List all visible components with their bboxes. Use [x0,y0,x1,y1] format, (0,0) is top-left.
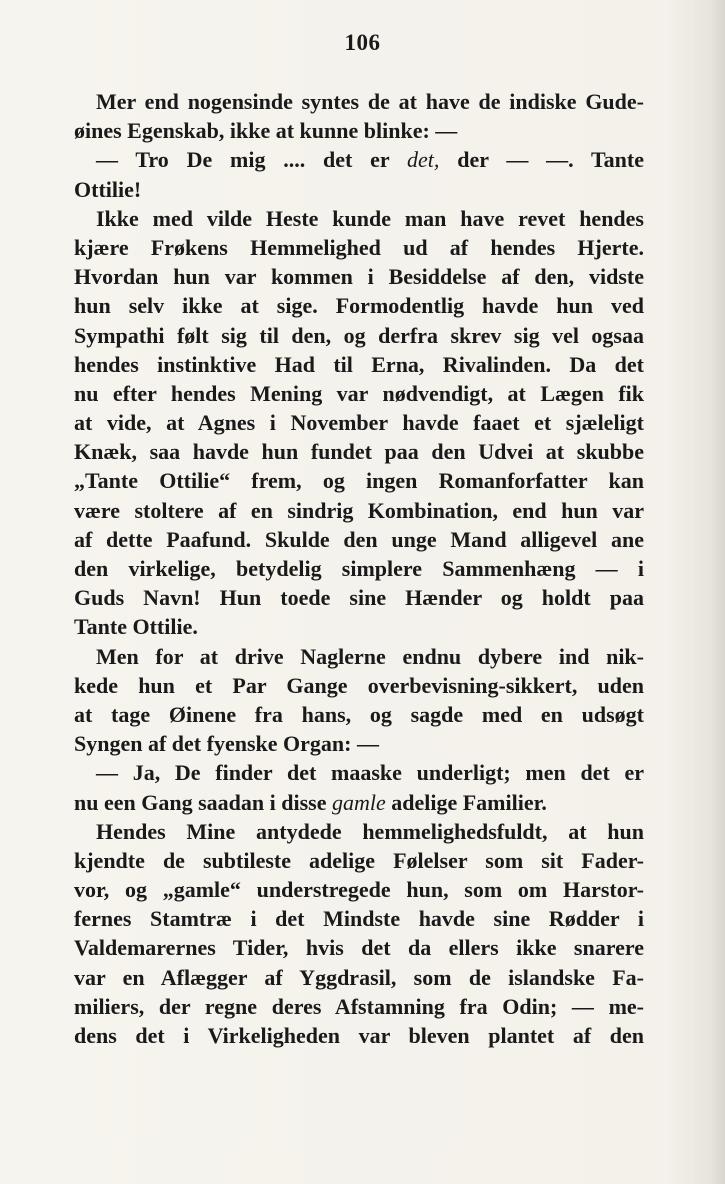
text-segment: adelige Familier. [385,789,547,815]
text-line: kjære Frøkens Hemmelighed ud af hendes Hjerte. [74,234,644,260]
text-line: af dette Paafund. Skulde den unge Mand alligevel ane [74,526,644,552]
text-line: Ikke med vilde Heste kunde man have revet hendes [96,205,644,231]
text-line: være stoltere af en sindrig Kombination, end hun var [74,497,644,523]
emphasized-word: gamle [331,789,386,815]
text-segment: nu een Gang saadan i disse [74,789,332,815]
text-line: hun selv ikke at sige. Formodentlig havde hun ved [74,293,644,319]
text-line: kjendte de subtileste adelige Følelser som sit Fader- [74,847,644,873]
text-line: vor, og „gamle“ understregede hun, som om Harstor- [74,877,644,903]
text-line: dens det i Virkeligheden var bleven plantet af den [74,1023,644,1048]
text-line: den virkelige, betydelig simplere Sammenhæng — i [74,556,644,581]
text-line: fernes Stamtræ i det Mindste havde sine Rødder i [74,906,644,932]
emphasized-word: det, [407,147,440,173]
body-text [74,87,644,1050]
text-line: hendes instinktive Had til Erna, Rivalinden. Da det [74,351,644,377]
text-line: at vide, at Agnes i November havde faaet et sjæleligt [74,410,644,436]
text-line: — Ja, De finder det maaske underligt; men det er [96,760,644,786]
text-line: at tage Øinene fra hans, og sagde med en udsøgt [74,701,644,727]
text-line: Hvordan hun var kommen i Besiddelse af den, vidste [74,264,644,290]
text-line: Sympathi følt sig til den, og derfra skrev sig vel ogsaa [74,322,644,348]
text-line: „Tante Ottilie“ frem, og ingen Romanforfatter kan [74,468,644,494]
text-line: var en Aflægger af Yggdrasil, som de islandske Fa- [74,964,644,990]
text-line: Guds Navn! Hun toede sine Hænder og holdt paa [74,585,644,611]
page-number: 106 [344,30,381,55]
text-segment: — Tro De mig .... det er [96,147,408,173]
text-line: øines Egenskab, ikke at kunne blinke: — [74,118,458,144]
text-line: Knæk, saa havde hun fundet paa den Udvei at skubbe [74,439,644,465]
text-line: Mer end nogensinde syntes de at have de indiske Gude- [96,89,644,114]
text-line: Ottilie! [74,176,142,202]
text-segment: der — —. Tante [439,147,644,173]
text-line: miliers, der regne deres Afstamning fra Odin; — me- [74,993,644,1019]
text-line [74,145,644,174]
text-line: Syngen af det fyenske Organ: — [74,731,379,757]
text-line: Valdemarernes Tider, hvis det da ellers ikke snarere [74,935,644,961]
text-line: Hendes Mine antydede hemmelighedsfuldt, at hun [96,818,644,844]
text-line: kede hun et Par Gange overbevisning-sikkert, uden [74,672,644,698]
text-line [74,788,644,817]
text-line: Tante Ottilie. [74,614,198,640]
text-line: Men for at drive Naglerne endnu dybere ind nik- [96,643,644,669]
text-line: nu efter hendes Mening var nødvendigt, at Lægen fik [74,380,644,406]
